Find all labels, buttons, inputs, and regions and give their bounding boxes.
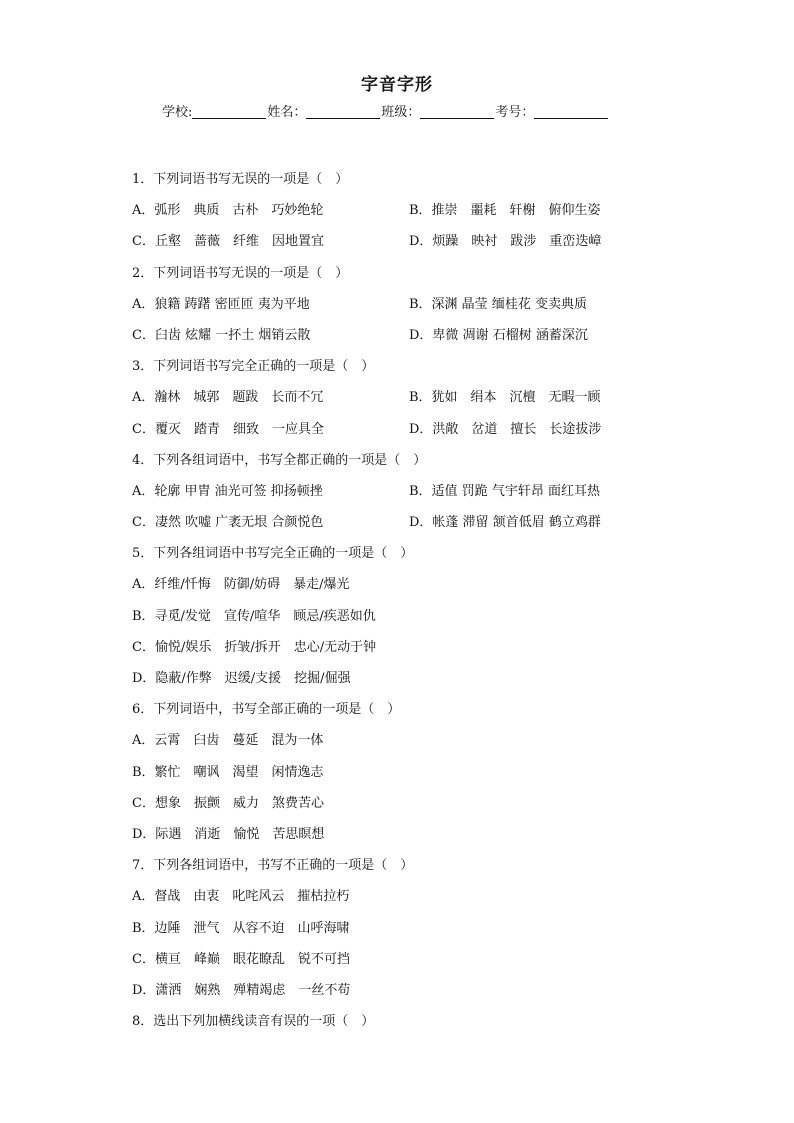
option-b: B．深渊 晶莹 缅桂花 变卖典质 [409,296,587,312]
option-a: A．瀚林 城郭 题跋 长而不冗 [132,390,324,406]
school-label: 学校: [162,105,193,120]
option-d: D．际遇 消逝 愉悦 苦思瞑想 [132,826,325,842]
student-info-line [162,101,609,120]
question-stem: 2．下列词语书写无误的一项是（ ） [132,265,349,281]
name-field[interactable] [306,105,380,119]
question-list [132,170,752,1043]
question-stem: 1．下列词语书写无误的一项是（ ） [132,172,349,187]
option-b: B．寻觅/发觉 宣传/喧华 顾忌/疾恶如仇 [132,608,376,624]
question-stem: 4．下列各组词语中，书写全都正确的一项是（ ） [132,452,427,468]
class-field[interactable] [420,105,494,119]
exam-number-field[interactable] [534,105,608,119]
school-field[interactable] [192,105,266,119]
option-c: C．想象 振颤 威力 煞费苦心 [132,795,324,811]
option-row [132,482,752,513]
option-d: D．帐蓬 滞留 颔首低眉 鹤立鸡群 [409,515,601,531]
option-c: C．臼齿 炫耀 一抔土 烟销云散 [132,327,311,343]
option-c: C．丘壑 蔷薇 纤维 因地置宜 [132,234,324,250]
option-b: B．推崇 噩耗 轩榭 俯仰生姿 [409,203,601,219]
option-row [132,201,752,232]
option-row [132,513,752,544]
name-label: 姓名： [267,105,307,120]
option-d: D．隐蔽/作弊 迟缓/支援 挖掘/倔强 [132,671,351,686]
option-a: A．狼籍 踌躇 密匝匝 夷为平地 [132,296,310,312]
option-c: C．愉悦/娱乐 折皱/拆开 忠心/无动于钟 [132,639,377,655]
option-row [132,388,752,419]
option-b: B．繁忙 嘲讽 渴望 闲情逸志 [132,764,324,780]
option-b: B．犹如 绢本 沉檀 无暇一顾 [409,390,601,406]
question-stem: 5．下列各组词语中书写完全正确的一项是（ ） [132,546,414,562]
option-b: B．适值 罚跪 气宇轩昂 面红耳热 [409,483,600,499]
option-d: D．潇洒 娴熟 殚精竭虑 一丝不苟 [132,982,351,998]
option-row [132,232,752,263]
option-c: C．覆灭 踏青 细致 一应具全 [132,421,324,437]
exam-number-label: 考号： [495,105,535,120]
option-d: D．烦躁 映衬 跋涉 重峦迭嶂 [409,234,602,250]
option-a: A．弧形 典质 古朴 巧妙绝轮 [132,203,324,219]
option-d: D．洪敞 岔道 擅长 长途拔涉 [409,421,602,437]
option-a: A．云霄 臼齿 蔓延 混为一体 [132,733,324,749]
option-b: B．边陲 泄气 从容不迫 山呼海啸 [132,920,350,936]
option-row [132,420,752,451]
option-a: A．督战 由衷 叱咤风云 摧枯拉朽 [132,889,350,905]
option-a: A．纤维/忏悔 防御/妨碍 暴走/爆光 [132,577,350,593]
option-c: C．横亘 峰巅 眼花瞭乱 锐不可挡 [132,951,350,967]
question-stem: 8．选出下列加横线读音有误的一项（ ） [132,1014,375,1030]
question-stem: 6．下列词语中，书写全部正确的一项是（ ） [132,702,401,718]
page-title: 字音字形 [361,75,433,95]
question-stem: 7．下列各组词语中，书写不正确的一项是（ ） [132,858,414,874]
option-c: C．凄然 吹嘘 广袤无垠 合颜悦色 [132,515,324,531]
class-label: 班级： [381,105,421,120]
option-a: A．轮廓 甲胄 油光可签 抑扬顿挫 [132,483,323,499]
option-row [132,295,752,326]
question-stem: 3．下列词语书写完全正确的一项是（ ） [132,359,375,375]
option-row [132,326,752,357]
option-d: D．卑微 凋谢 石榴树 涵蓄深沉 [409,327,588,343]
